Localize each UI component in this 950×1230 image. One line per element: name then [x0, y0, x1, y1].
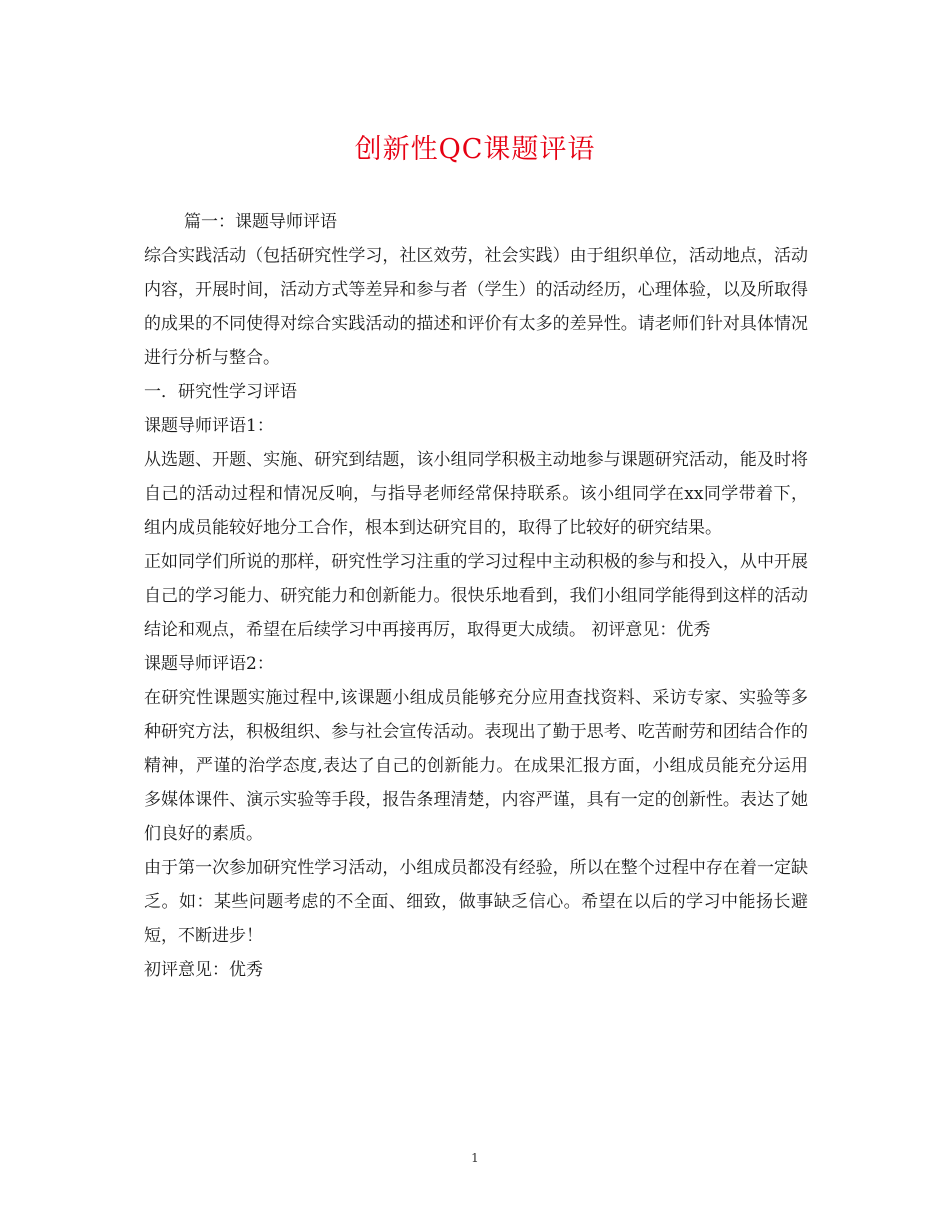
subsection-heading: 一．研究性学习评语: [144, 382, 297, 402]
comment-paragraph-2a: 在研究性课题实施过程中,该课题小组成员能够充分应用查找资料、采访专家、实验等多种研究方法，积极组织、参与社会宣传活动。表现出了勤于思考、吃苦耐劳和团结合作的精神，严谨的治学态度,表达了自己的创新能力。在成果汇报方面，小组成员能充分运用多媒体课件、演示实验等手段，报告条理清楚，内容严谨，具有一定的创新性。表达了她们良好的素质。: [144, 688, 808, 844]
document-body: [144, 205, 808, 987]
comment-paragraph-1a: 从选题、开题、实施、研究到结题，该小组同学积极主动地参与课题研究活动，能及时将自己的活动过程和情况反响，与指导老师经常保持联系。该小组同学在xx同学带着下，组内成员能较好地分工合作，根本到达研究目的，取得了比较好的研究结果。: [144, 450, 808, 538]
comment-label-1: 课题导师评语1：: [144, 416, 274, 436]
comment-paragraph-2b: 由于第一次参加研究性学习活动，小组成员都没有经验，所以在整个过程中存在着一定缺乏。如：某些问题考虑的不全面、细致，做事缺乏信心。希望在以后的学习中能扬长避短，不断进步！: [144, 858, 808, 946]
section-heading: 篇一：课题导师评语: [184, 212, 337, 232]
comment-label-2: 课题导师评语2：: [144, 654, 274, 674]
page-number: 1: [471, 1151, 479, 1165]
document-title: 创新性QC课题评语: [354, 134, 596, 165]
comment-paragraph-1b: 正如同学们所说的那样，研究性学习注重的学习过程中主动积极的参与和投入，从中开展自己的学习能力、研究能力和创新能力。很快乐地看到，我们小组同学能得到这样的活动结论和观点，希望在后续学习中再接再厉，取得更大成绩。 初评意见：优秀: [144, 552, 808, 640]
intro-paragraph: 综合实践活动（包括研究性学习，社区效劳，社会实践）由于组织单位，活动地点，活动内容，开展时间，活动方式等差异和参与者（学生）的活动经历，心理体验，以及所取得的成果的不同使得对综合实践活动的描述和评价有太多的差异性。请老师们针对具体情况进行分析与整合。: [144, 246, 808, 368]
evaluation-result: 初评意见：优秀: [144, 960, 263, 980]
